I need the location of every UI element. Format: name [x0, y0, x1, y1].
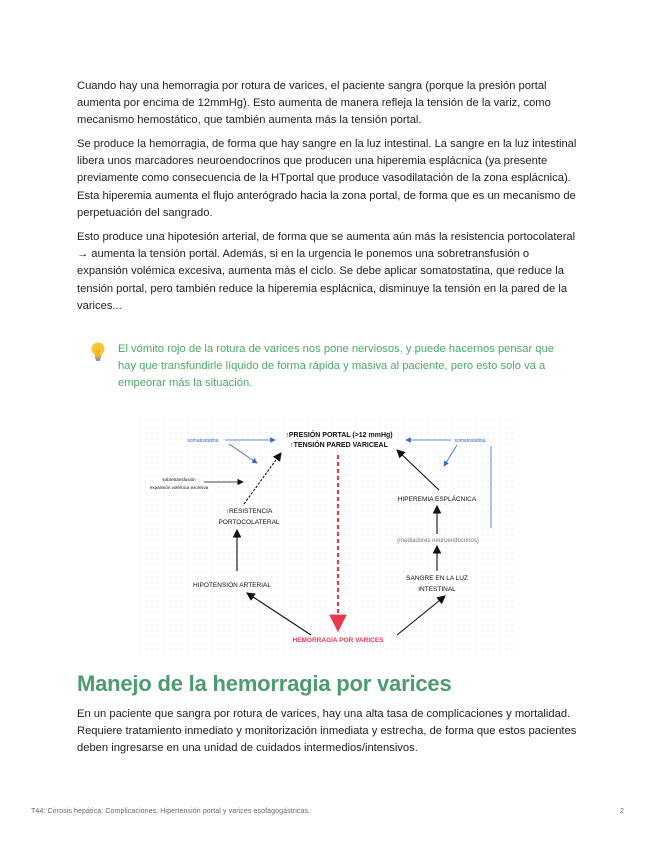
node-hiperemia: HIPEREMIA ESPLÁCNICA: [397, 496, 477, 503]
callout-text: El vómito rojo de la rotura de varices nos pone nerviosos, y puede hacernos pensar que hay que transfundirle líquido de forma rápida y masiva al paciente, pero esto solo va a empeorar más la situación.: [118, 343, 554, 390]
paragraph-manejo: En un paciente que sangra por rotura de varices, hay una alta tasa de complicaciones y mortalidad. Requiere tratamiento inmediato y monitorización inmediata y estrecha, de forma que estos pacientes deben ingresarse en una unidad de cuidados intermedios/intensivos.: [77, 708, 577, 755]
node-hipotension: HIPOTENSIÓN ARTERIAL: [193, 582, 271, 589]
node-hemorragia: HEMORRAGIA POR VARICES: [292, 637, 384, 644]
node-resistencia: ↑RESISTENCIA: [225, 508, 273, 515]
label-somatostatina-left: somatostatina: [187, 438, 219, 444]
node-mediadores: (mediadores neuroendocrinos): [397, 538, 479, 544]
label-sobretransfusion: sobretransfusión: [162, 477, 196, 482]
node-sangre-luz: SANGRE EN LA LUZ: [406, 575, 468, 582]
node-presion-portal: ↑PRESIÓN PORTAL (>12 mmHg): [285, 432, 393, 439]
footer-text: T44: Cirrosis hepática: Complicaciones. Hipertensión portal y varices esofagogástricas.: [31, 808, 311, 815]
page-number: 2: [620, 808, 624, 815]
label-somatostatina-right: somatostatina: [454, 438, 486, 444]
paragraph-hipotension: Esto produce una hipotesión arterial, de forma que se aumenta aún más la resistencia portocolateral → aumenta la tensión portal. Además, si en la urgencia le ponemos una sobretransfusión o expansión volémica excesiva, aumenta más el ciclo. Se debe aplicar somatostatina, que reduce la tensión portal, pero también reduce la hiperemia esplácnica, disminuye la tensión en la pared de la varices...: [77, 231, 576, 312]
lightbulb-icon: [88, 341, 108, 363]
node-intestinal: INTESTINAL: [418, 586, 456, 593]
label-expansion-volemica: expansión volémica excesiva: [149, 485, 209, 490]
node-portocolateral: PORTOCOLATERAL: [218, 519, 280, 526]
paragraph-hiperemia: Se produce la hemorragia, de forma que hay sangre en la luz intestinal. La sangre en la luz intestinal libera unos marcadores neuroendocrinos que producen una hiperemia esplácnica (ya presente previamente como consecuencia de la HTportal que produce vasodilatación de la zona esplácnica). Esta hiperemia aumenta el flujo anterógrado hacia la zona portal, de forma que es un mecanismo de perpetuación del sangrado.: [77, 138, 577, 219]
paragraph-rotura-varices: Cuando hay una hemorragia por rotura de varices, el paciente sangra (porque la presión portal aumenta por encima de 12mmHg). Esto aumenta de manera refleja la tensión de la variz, como mecanismo hemostático, que también aumenta más la tensión portal.: [77, 80, 551, 127]
dotted-grid-background: [139, 420, 515, 652]
hemorrhage-cycle-diagram: [139, 420, 515, 652]
section-title: Manejo de la hemorragia por varices: [77, 671, 452, 696]
node-tension-pared: ↑TENSIÓN PARED VARICEAL: [290, 442, 388, 449]
